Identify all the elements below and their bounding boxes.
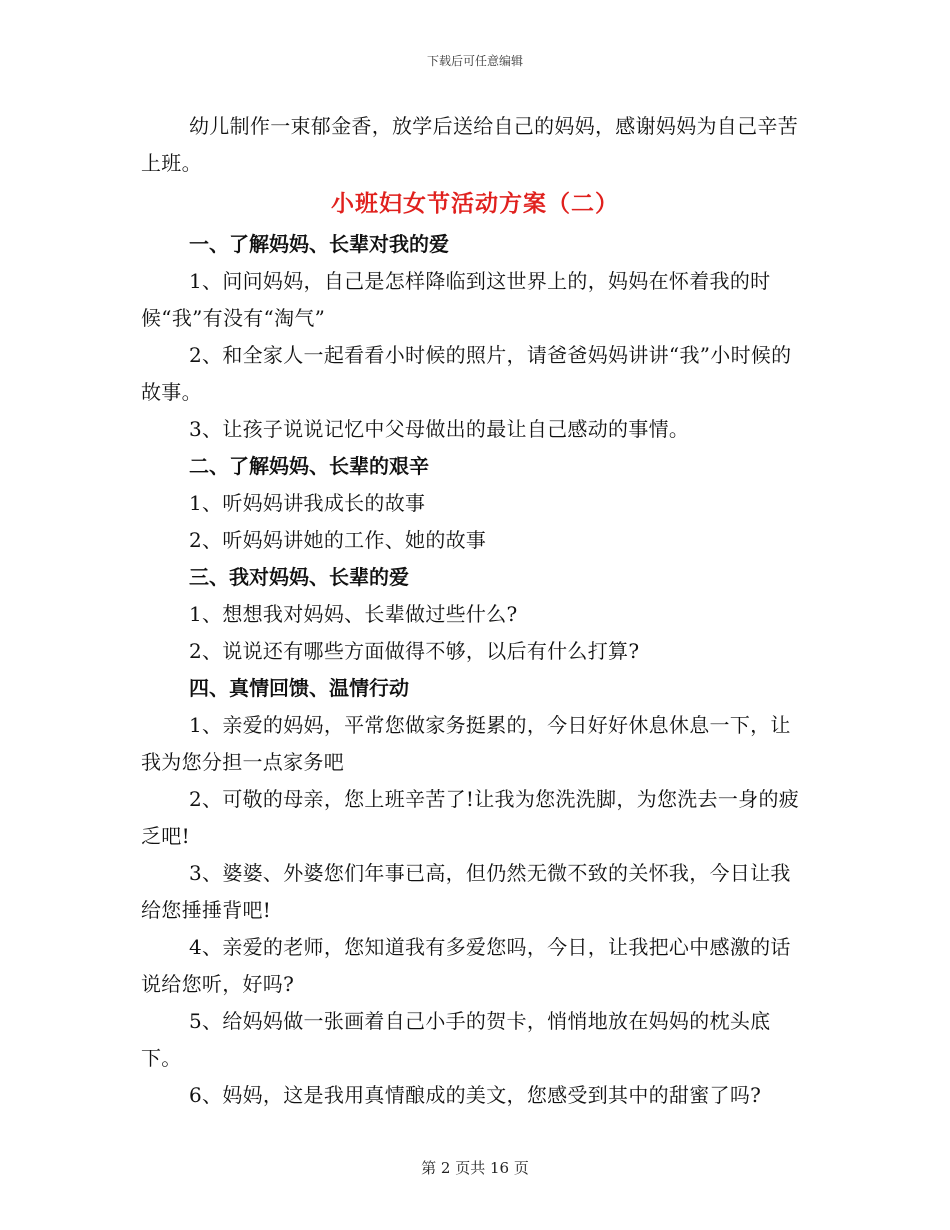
section-heading-1: 一、了解妈妈、长辈对我的爱: [189, 232, 449, 256]
list-item: 2、听妈妈讲她的工作、她的故事: [189, 528, 487, 552]
list-item: 3、婆婆、外婆您们年事已高，但仍然无微不致的关怀我，今日让我给您捶捶背吧!: [141, 861, 791, 922]
list-item: 2、说说还有哪些方面做得不够，以后有什么打算?: [189, 639, 640, 663]
section-heading-2: 二、了解妈妈、长辈的艰辛: [189, 454, 429, 478]
page-header: 下载后可任意编辑: [426, 54, 523, 68]
list-item: 1、想想我对妈妈、长辈做过些什么?: [189, 602, 518, 626]
list-item: 6、妈妈，这是我用真情酿成的美文，您感受到其中的甜蜜了吗?: [189, 1083, 762, 1107]
section-heading-3: 三、我对妈妈、长辈的爱: [189, 565, 409, 589]
list-item: 2、可敬的母亲，您上班辛苦了!让我为您洗洗脚，为您洗去一身的疲乏吧!: [141, 787, 800, 848]
list-item: 1、听妈妈讲我成长的故事: [189, 491, 426, 515]
list-item: 4、亲爱的老师，您知道我有多爱您吗，今日，让我把心中感激的话说给您听，好吗?: [141, 935, 791, 996]
section-title: 小班妇女节活动方案（二）: [331, 190, 619, 217]
list-item: 1、问问妈妈，自己是怎样降临到这世界上的，妈妈在怀着我的时候“我”有没有“淘气”: [141, 269, 771, 330]
list-item: 1、亲爱的妈妈，平常您做家务挺累的，今日好好休息休息一下，让我为您分担一点家务吧: [141, 713, 791, 774]
list-item: 5、给妈妈做一张画着自己小手的贺卡，悄悄地放在妈妈的枕头底下。: [141, 1009, 771, 1070]
section-heading-4: 四、真情回馈、温情行动: [189, 676, 409, 700]
list-item: 3、让孩子说说记忆中父母做出的最让自己感动的事情。: [189, 417, 690, 441]
page-footer: 第 2 页共 16 页: [421, 1159, 529, 1177]
list-item: 2、和全家人一起看看小时候的照片，请爸爸妈妈讲讲“我”小时候的故事。: [141, 343, 792, 404]
document-body: [141, 108, 809, 1114]
intro-paragraph: 幼儿制作一束郁金香，放学后送给自己的妈妈，感谢妈妈为自己辛苦上班。: [141, 114, 798, 175]
